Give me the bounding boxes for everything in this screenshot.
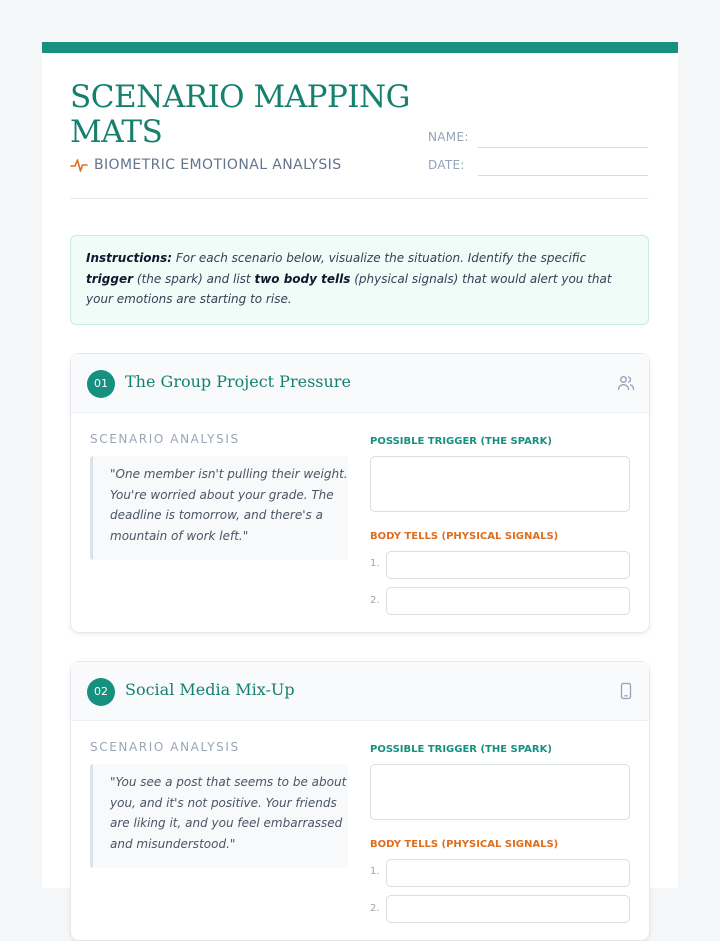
instructions-text-1: For each scenario below, visualize the situation. Identify the specific bbox=[172, 251, 587, 265]
body-tell-input-1[interactable] bbox=[386, 859, 630, 887]
scenario-card bbox=[70, 353, 650, 633]
users-icon bbox=[617, 374, 635, 396]
tell-number: 1. bbox=[370, 866, 380, 877]
trigger-label: POSSIBLE TRIGGER (THE SPARK) bbox=[370, 436, 552, 447]
body-tell-input-2[interactable] bbox=[386, 895, 630, 923]
instructions-text-2: (the spark) and list bbox=[133, 271, 255, 286]
tell-number: 1. bbox=[370, 558, 380, 569]
trigger-emphasis: trigger bbox=[86, 271, 134, 286]
scenario-card bbox=[70, 661, 650, 941]
scenario-quote: "One member isn't pulling their weight. You're worried about your grade. The deadline is tomorrow, and there's a mountain of work left." bbox=[90, 456, 348, 560]
instructions-text-3: (physical signals) that would alert you that your emotions are starting to rise. bbox=[86, 271, 612, 306]
scenario-analysis-heading: SCENARIO ANALYSIS bbox=[90, 740, 240, 754]
scenario-number-badge: 01 bbox=[87, 370, 115, 398]
body-tell-input-1[interactable] bbox=[386, 551, 630, 579]
name-label: NAME: bbox=[428, 130, 469, 144]
body-tells-label: BODY TELLS (PHYSICAL SIGNALS) bbox=[370, 531, 559, 542]
scenario-quote: "You see a post that seems to be about you, and it's not positive. Your friends are liking it, and you feel embarrassed and misunderstood." bbox=[90, 764, 348, 868]
phone-icon bbox=[617, 682, 635, 704]
body-tells-emphasis: two body tells bbox=[254, 271, 351, 286]
header-divider bbox=[70, 198, 649, 199]
instructions-label: Instructions: bbox=[86, 251, 173, 265]
instructions-box bbox=[70, 235, 649, 325]
trigger-input[interactable] bbox=[370, 764, 630, 820]
page-title: SCENARIO MAPPING MATS bbox=[70, 79, 410, 150]
scenario-title: Social Media Mix-Up bbox=[125, 680, 295, 699]
trigger-input[interactable] bbox=[370, 456, 630, 512]
scenario-title: The Group Project Pressure bbox=[125, 372, 351, 391]
scenario-header bbox=[71, 354, 649, 413]
body-tells-label: BODY TELLS (PHYSICAL SIGNALS) bbox=[370, 839, 559, 850]
date-label: DATE: bbox=[428, 158, 465, 172]
body-tell-input-2[interactable] bbox=[386, 587, 630, 615]
date-field[interactable] bbox=[478, 157, 648, 176]
subtitle-text: BIOMETRIC EMOTIONAL ANALYSIS bbox=[94, 157, 342, 173]
scenario-header bbox=[71, 662, 649, 721]
scenario-analysis-heading: SCENARIO ANALYSIS bbox=[90, 432, 240, 446]
tell-number: 2. bbox=[370, 903, 380, 914]
tell-number: 2. bbox=[370, 595, 380, 606]
scenario-number-badge: 02 bbox=[87, 678, 115, 706]
trigger-label: POSSIBLE TRIGGER (THE SPARK) bbox=[370, 744, 552, 755]
heartbeat-icon bbox=[70, 156, 88, 174]
name-field[interactable] bbox=[478, 129, 648, 148]
worksheet-page bbox=[42, 42, 678, 914]
top-accent-bar bbox=[42, 42, 678, 53]
subtitle bbox=[70, 156, 341, 174]
